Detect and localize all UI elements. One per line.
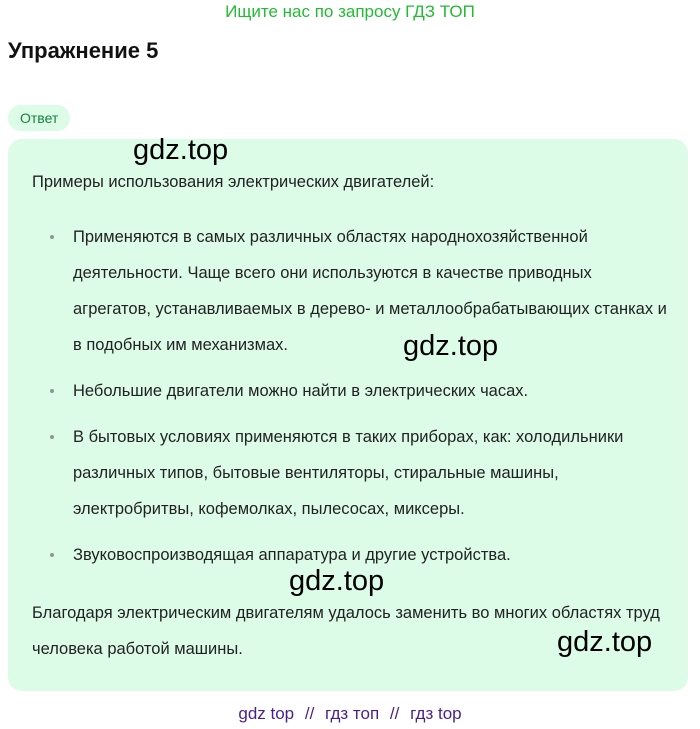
list-item: В бытовых условиях применяются в таких приборах, как: холодильники различных типов, бытовые вентиляторы, стиральные машины, электробритвы, кофемолках, пылесосах, миксеры. <box>32 419 672 527</box>
footer-link[interactable]: gdz top <box>238 704 295 723</box>
list-item: Небольшие двигатели можно найти в электрических часах. <box>32 373 672 409</box>
watermark-text: gdz.top <box>403 330 499 362</box>
answer-intro: Примеры использования электрических двигателей: <box>32 173 435 191</box>
promo-link[interactable]: Ищите нас по запросу ГДЗ ТОП <box>225 2 475 21</box>
watermark-text: gdz.top <box>133 134 229 166</box>
watermark-text: gdz.top <box>557 626 653 658</box>
answer-list <box>32 219 672 573</box>
list-item: Звуковоспроизводящая аппаратура и другие устройства. <box>32 537 672 573</box>
footer-link[interactable]: гдз топ <box>325 704 380 723</box>
answer-card <box>8 139 688 691</box>
footer-separator: // <box>304 704 315 723</box>
footer-link[interactable]: гдз top <box>410 704 462 723</box>
list-item: Применяются в самых различных областях народнохозяйственной деятельности. Чаще всего они используются в качестве приводных агрегатов, устанавливаемых в дерево- и металлообрабатывающих станках и в подобных им механизмах. <box>32 219 672 363</box>
footer-links <box>0 704 700 724</box>
answer-badge: Ответ <box>8 105 70 131</box>
answer-conclusion: Благодаря электрическим двигателям удалось заменить во многих областях труд человека работой машины. <box>32 604 660 658</box>
page-title: Упражнение 5 <box>8 38 159 63</box>
footer-separator: // <box>389 704 400 723</box>
watermark-text: gdz.top <box>289 565 385 597</box>
